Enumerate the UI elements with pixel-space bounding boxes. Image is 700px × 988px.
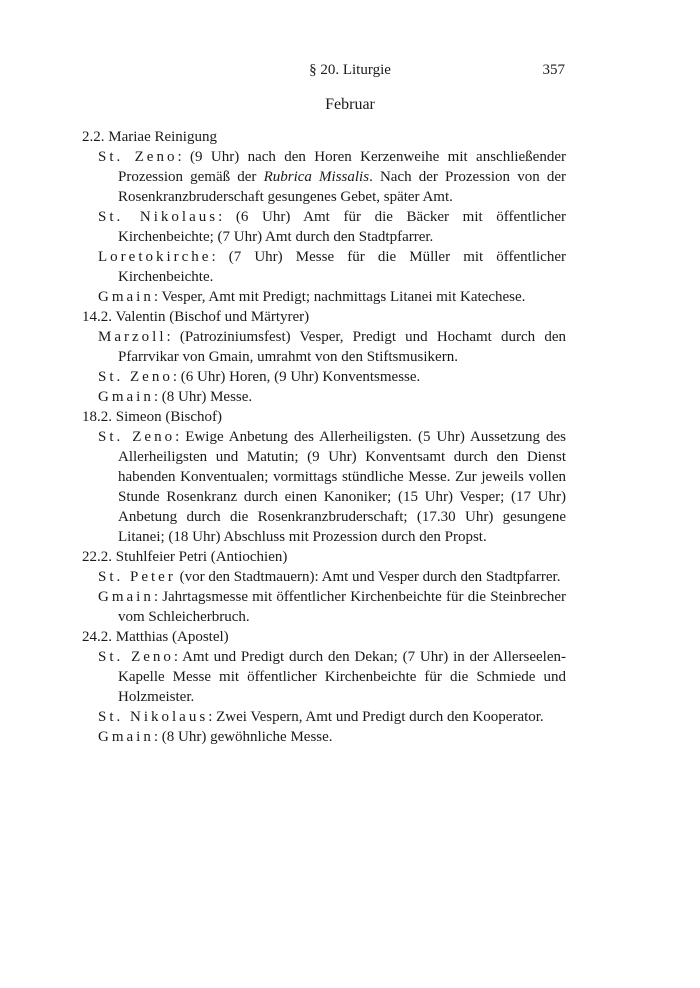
church-name: Gmain [98, 589, 154, 605]
church-name: Gmain [98, 289, 154, 305]
day-heading: 22.2. Stuhlfeier Petri (Antiochien) [82, 549, 288, 565]
entry-text: (7 Uhr) Messe für die Müller mit öffentlicher Kirchenbeichte. [118, 249, 566, 285]
liturgy-entry [82, 147, 566, 207]
separator: : [173, 649, 183, 665]
separator: : [177, 149, 191, 165]
separator: : [153, 589, 163, 605]
liturgy-entry [82, 287, 566, 307]
liturgy-entry [82, 587, 566, 627]
liturgy-entry [82, 647, 566, 707]
day-heading: 2.2. Mariae Reinigung [82, 129, 217, 145]
separator: : [153, 389, 162, 405]
church-name: St. Nikolaus [98, 209, 219, 225]
church-name: Loretokirche [98, 249, 212, 265]
liturgy-entry [82, 327, 566, 367]
liturgy-entry [82, 387, 566, 407]
section-title: § 20. Liturgie [309, 62, 391, 78]
calendar-body [82, 127, 566, 747]
liturgy-entry [82, 207, 566, 247]
separator: : [218, 209, 236, 225]
separator: : [211, 249, 229, 265]
day-heading: 14.2. Valentin (Bischof und Märtyrer) [82, 309, 310, 325]
church-name: St. Zeno [98, 149, 178, 165]
page-number: 357 [542, 62, 565, 78]
liturgy-entry [82, 567, 566, 587]
separator: : [153, 289, 162, 305]
month-heading: Februar [325, 96, 375, 113]
entry-text: Jahrtagsmesse mit öffentlicher Kirchenbeichte für die Steinbrecher vom Schleicherbruch. [118, 589, 566, 625]
entry-text: (8 Uhr) Messe. [161, 389, 253, 405]
entry-text: Amt und Predigt durch den Dekan; (7 Uhr) in der Allerseelen-Kapelle Messe mit öffentlicher Kirchenbeichte für die Schmiede und Holzmeister. [118, 649, 566, 705]
church-name: St. Nikolaus [98, 709, 209, 725]
liturgy-entry [82, 367, 566, 387]
separator: : [208, 709, 217, 725]
entry-text: (6 Uhr) Amt für die Bäcker mit öffentlicher Kirchenbeichte; (7 Uhr) Amt durch den Stadtpfarrer. [118, 209, 566, 245]
church-name: Gmain [98, 389, 154, 405]
separator: : [153, 729, 162, 745]
entry-text-continued: . Nach der Prozession von der Rosenkranzbruderschaft gesungenes Gebet, später Amt. [118, 169, 566, 205]
entry-text: (Patroziniumsfest) Vesper, Predigt und Hochamt durch den Pfarrvikar von Gmain, umrahmt von den Stiftsmusikern. [118, 329, 566, 365]
liturgy-entry [82, 727, 566, 747]
day-heading: 24.2. Matthias (Apostel) [82, 629, 229, 645]
church-name: St. Zeno [98, 429, 176, 445]
entry-text: (vor den Stadtmauern): Amt und Vesper durch den Stadtpfarrer. [179, 569, 561, 585]
church-name: St. Peter [98, 569, 176, 585]
liturgy-entry [82, 247, 566, 287]
entry-text: (8 Uhr) gewöhnliche Messe. [161, 729, 333, 745]
church-name: Gmain [98, 729, 154, 745]
separator: : [172, 369, 181, 385]
day-heading: 18.2. Simeon (Bischof) [82, 409, 222, 425]
separator: : [166, 329, 180, 345]
running-head [0, 62, 700, 82]
liturgy-entry [82, 707, 566, 727]
church-name: St. Zeno [98, 649, 174, 665]
entry-text: (6 Uhr) Horen, (9 Uhr) Konventsmesse. [180, 369, 421, 385]
entry-text: Zwei Vespern, Amt und Predigt durch den Kooperator. [216, 709, 544, 725]
entry-text: (9 Uhr) nach den Horen Kerzenweihe mit anschließender Prozession gemäß der [118, 149, 566, 185]
entry-text: Ewige Anbetung des Allerheiligsten. (5 Uhr) Aussetzung des Allerheiligsten und Matutin; (9 Uhr) Konventsamt durch den Dienst habenden Konventualen; vormittags stündliche Messe. Zur jeweils vollen Stunde Rosenkranz durch einen Kanoniker; (15 Uhr) Vesper; (17 Uhr) Anbetung durch die Rosenkranzbruderschaft; (17.30 Uhr) gesungene Litanei; (18 Uhr) Abschluss mit Prozession durch den Propst. [118, 429, 567, 545]
entry-text: Vesper, Amt mit Predigt; nachmittags Litanei mit Katechese. [161, 289, 526, 305]
liturgy-entry [82, 427, 566, 547]
church-name: St. Zeno [98, 369, 173, 385]
entry-italic-text: Rubrica Missalis [263, 169, 370, 185]
church-name: Marzoll [98, 329, 167, 345]
separator: : [175, 429, 186, 445]
